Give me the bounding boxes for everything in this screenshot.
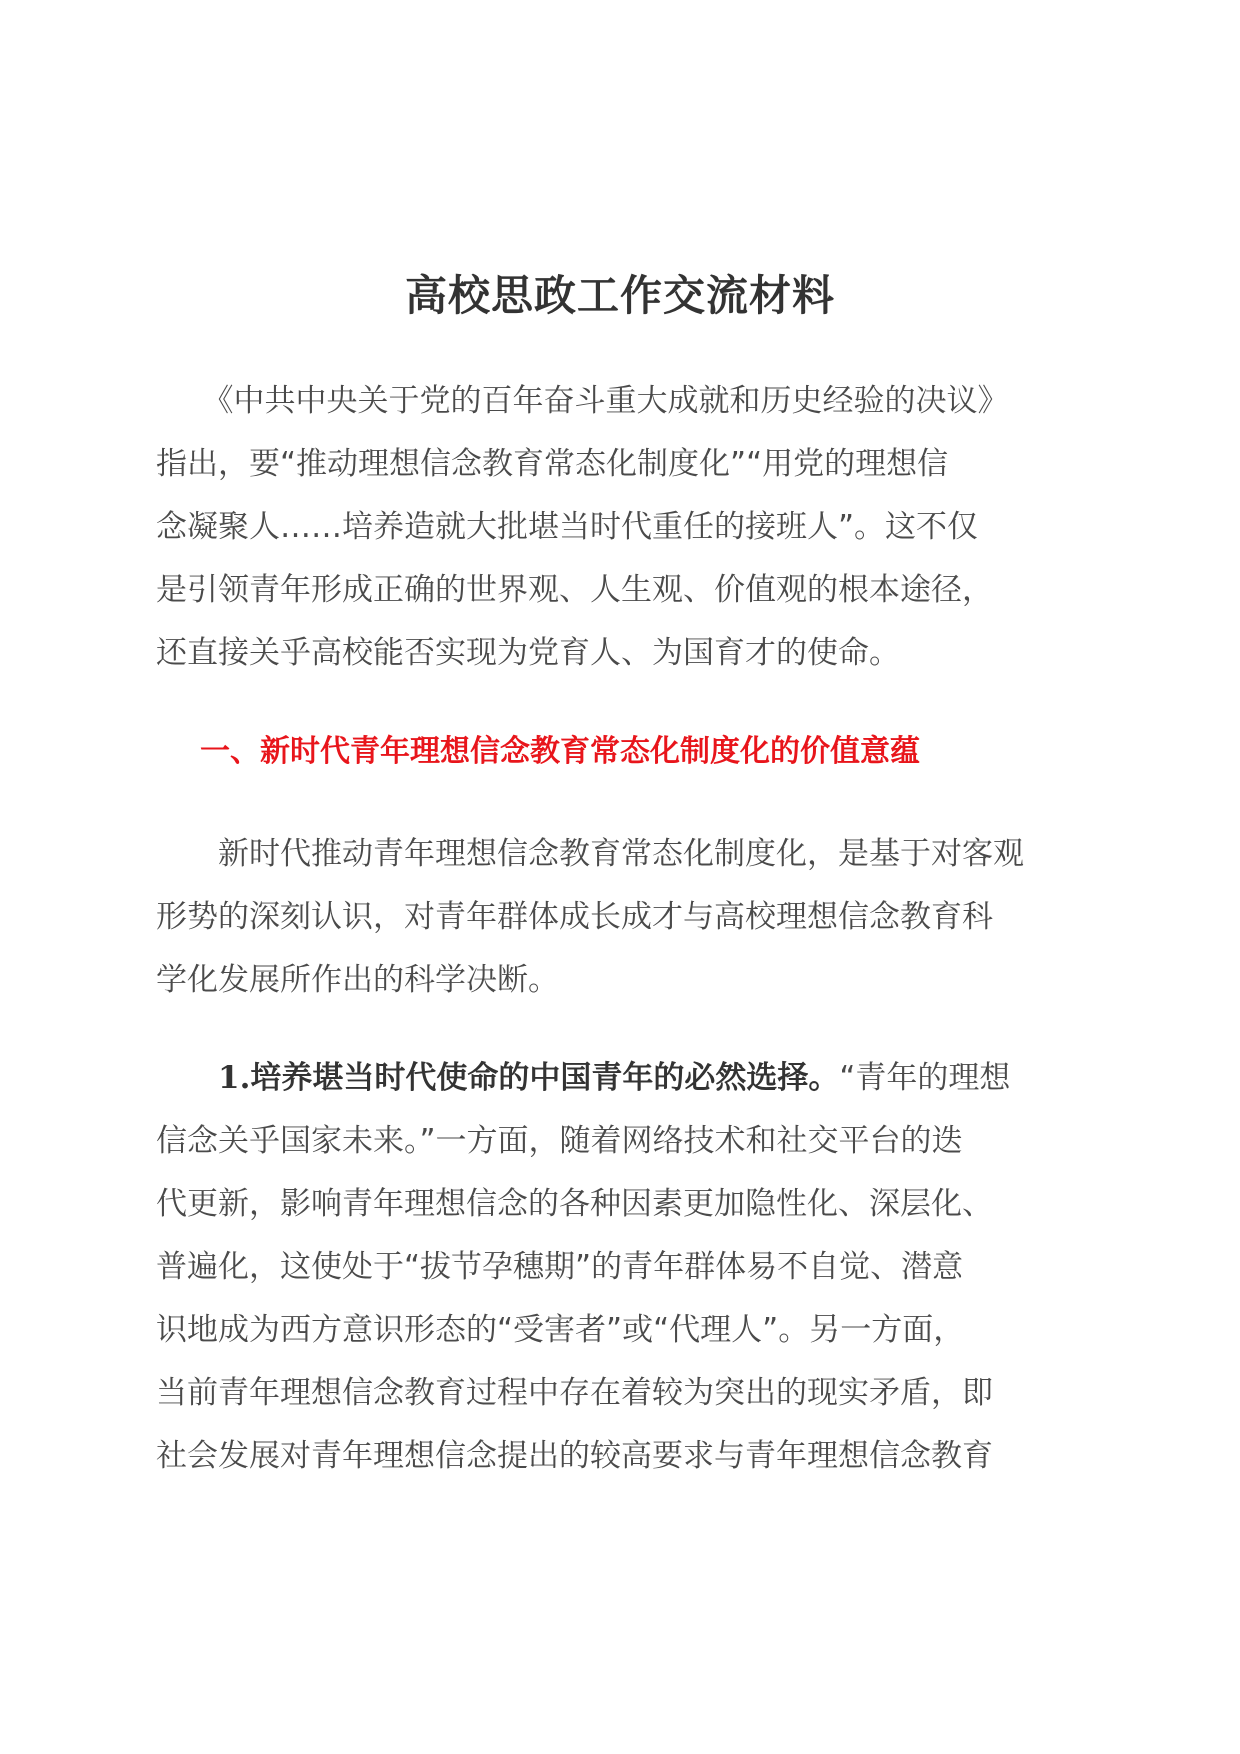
paragraph-first-line bbox=[156, 1047, 1086, 1110]
paragraph-line: 当前青年理想信念教育过程中存在着较为突出的现实矛盾，即 bbox=[156, 1375, 993, 1411]
paragraph-line: 《中共中央关于党的百年奋斗重大成就和历史经验的决议》 bbox=[156, 383, 1009, 419]
point1-paragraph bbox=[156, 1047, 1086, 1488]
paragraph-line: 还直接关乎高校能否实现为党育人、为国育才的使命。 bbox=[156, 635, 900, 671]
document-title: 高校思政工作交流材料 bbox=[404, 271, 835, 320]
paragraph-line: 社会发展对青年理想信念提出的较高要求与青年理想信念教育 bbox=[156, 1438, 993, 1474]
paragraph-line: 代更新，影响青年理想信念的各种因素更加隐性化、深层化、 bbox=[156, 1186, 993, 1222]
point1-bold-lead: 1.培养堪当时代使命的中国青年的必然选择。 bbox=[156, 1060, 840, 1096]
paragraph-line: 念凝聚人……培养造就大批堪当时代重任的接班人”。这不仅 bbox=[156, 509, 979, 545]
paragraph-line: 指出，要“推动理想信念教育常态化制度化”“用党的理想信 bbox=[156, 446, 949, 482]
intro-paragraph bbox=[156, 370, 1086, 685]
section-heading-1: 一、新时代青年理想信念教育常态化制度化的价值意蕴 bbox=[200, 734, 920, 769]
paragraph-line: 形势的深刻认识，对青年群体成长成才与高校理想信念教育科 bbox=[156, 899, 993, 935]
section1-paragraph bbox=[156, 823, 1086, 1012]
paragraph-line: 识地成为西方意识形态的“受害者”或“代理人”。另一方面， bbox=[156, 1312, 965, 1348]
paragraph-line: 是引领青年形成正确的世界观、人生观、价值观的根本途径， bbox=[156, 572, 993, 608]
point1-first-rest: “青年的理想 bbox=[839, 1060, 1011, 1096]
paragraph-line: 普遍化，这使处于“拔节孕穗期”的青年群体易不自觉、潜意 bbox=[156, 1249, 964, 1285]
paragraph-line: 新时代推动青年理想信念教育常态化制度化，是基于对客观 bbox=[156, 836, 1024, 872]
paragraph-line: 学化发展所作出的科学决断。 bbox=[156, 962, 559, 998]
paragraph-line: 信念关乎国家未来。”一方面，随着网络技术和社交平台的迭 bbox=[156, 1123, 963, 1159]
